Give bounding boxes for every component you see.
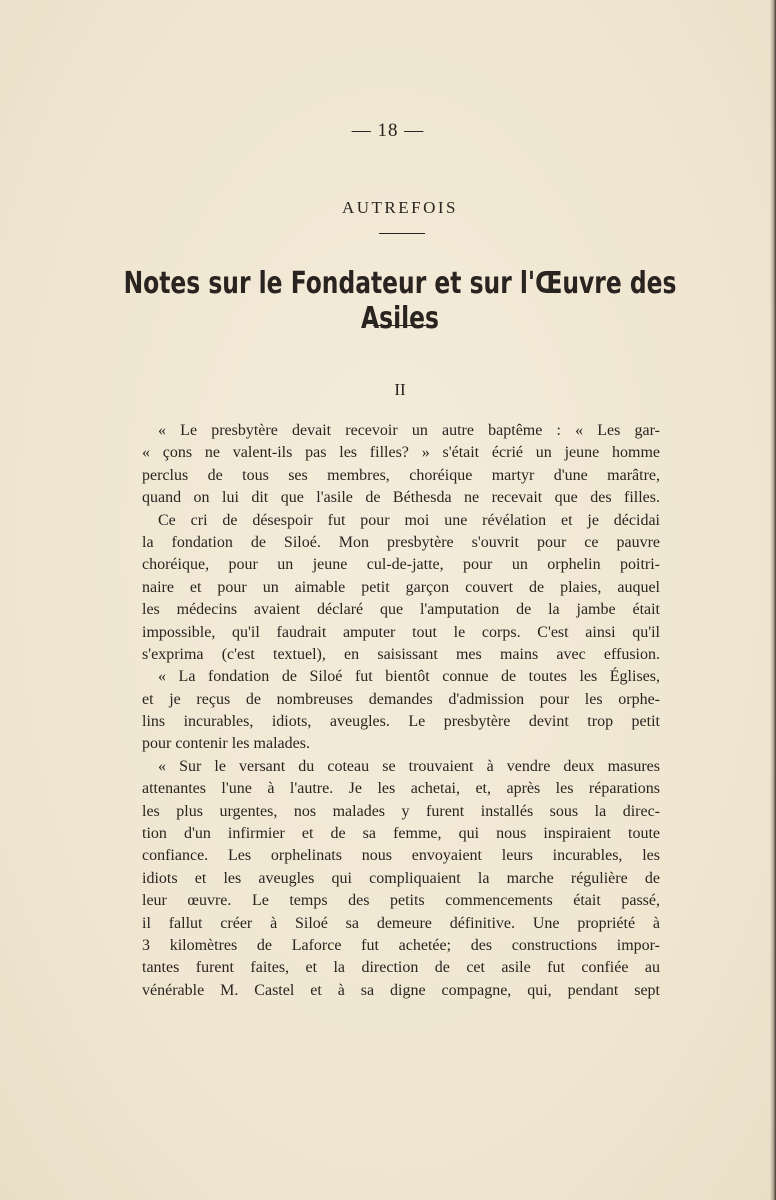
text-line: tion d'un infirmier et de sa femme, qui nous inspiraient toute <box>142 825 660 843</box>
text-line: quand on lui dit que l'asile de Béthesda ne recevait que des filles. <box>142 489 660 507</box>
body-text <box>142 420 660 1002</box>
text-line: choréique, pour un jeune cul-de-jatte, pour un orphelin poitri- <box>142 556 660 574</box>
text-line: « La fondation de Siloé fut bientôt connue de toutes les Églises, <box>158 668 660 686</box>
text-line: Ce cri de désespoir fut pour moi une révélation et je décidai <box>158 511 660 529</box>
main-heading: Notes sur le Fondateur et sur l'Œuvre des Asiles <box>123 266 677 336</box>
text-line: pour contenir les malades. <box>142 735 310 753</box>
text-line: confiance. Les orphelinats nous envoyaient leurs incurables, les <box>142 847 660 865</box>
text-line: 3 kilomètres de Laforce fut achetée; des constructions impor- <box>142 936 660 954</box>
text-line: perclus de tous ses membres, choréique martyr d'une marâtre, <box>142 466 660 484</box>
text-line: impossible, qu'il faudrait amputer tout le corps. C'est ainsi qu'il <box>142 623 660 641</box>
text-line: il fallut créer à Siloé sa demeure définitive. Une propriété à <box>142 914 660 932</box>
page-number: — 18 — <box>351 120 425 141</box>
heading-rule <box>373 325 435 326</box>
text-line: « çons ne valent-ils pas les filles? » s'était écrié un jeune homme <box>142 444 660 462</box>
text-line: tantes furent faites, et la direction de cet asile fut confiée au <box>142 959 660 977</box>
text-line: s'exprima (c'est textuel), en saisissant mes mains avec effusion. <box>142 645 660 663</box>
text-line: vénérable M. Castel et à sa digne compagne, qui, pendant sept <box>142 981 660 999</box>
text-line: la fondation de Siloé. Mon presbytère s'ouvrit pour ce pauvre <box>142 533 660 551</box>
chapter-number: II <box>394 380 406 399</box>
text-line: naire et pour un aimable petit garçon couvert de plaies, auquel <box>142 578 660 596</box>
text-line: « Sur le versant du coteau se trouvaient à vendre deux masures <box>158 757 660 775</box>
text-line: leur œuvre. Le temps des petits commencements était passé, <box>142 892 660 910</box>
text-line: lins incurables, idiots, aveugles. Le presbytère devint trop petit <box>142 713 660 731</box>
page-edge-shadow <box>770 0 776 1200</box>
text-line: et je reçus de nombreuses demandes d'admission pour les orphe- <box>142 690 660 708</box>
text-line: « Le presbytère devait recevoir un autre baptême : « Les gar- <box>158 422 660 439</box>
text-line: attenantes l'une à l'autre. Je les achetai, et, après les réparations <box>142 780 660 798</box>
text-line: les médecins avaient déclaré que l'amputation de la jambe était <box>142 601 660 619</box>
title-rule <box>379 233 425 234</box>
section-title: AUTREFOIS <box>341 198 458 217</box>
text-line: les plus urgentes, nos malades y furent installés sous la direc- <box>142 802 660 820</box>
text-line: idiots et les aveugles qui compliquaient la marche régulière de <box>142 869 660 887</box>
